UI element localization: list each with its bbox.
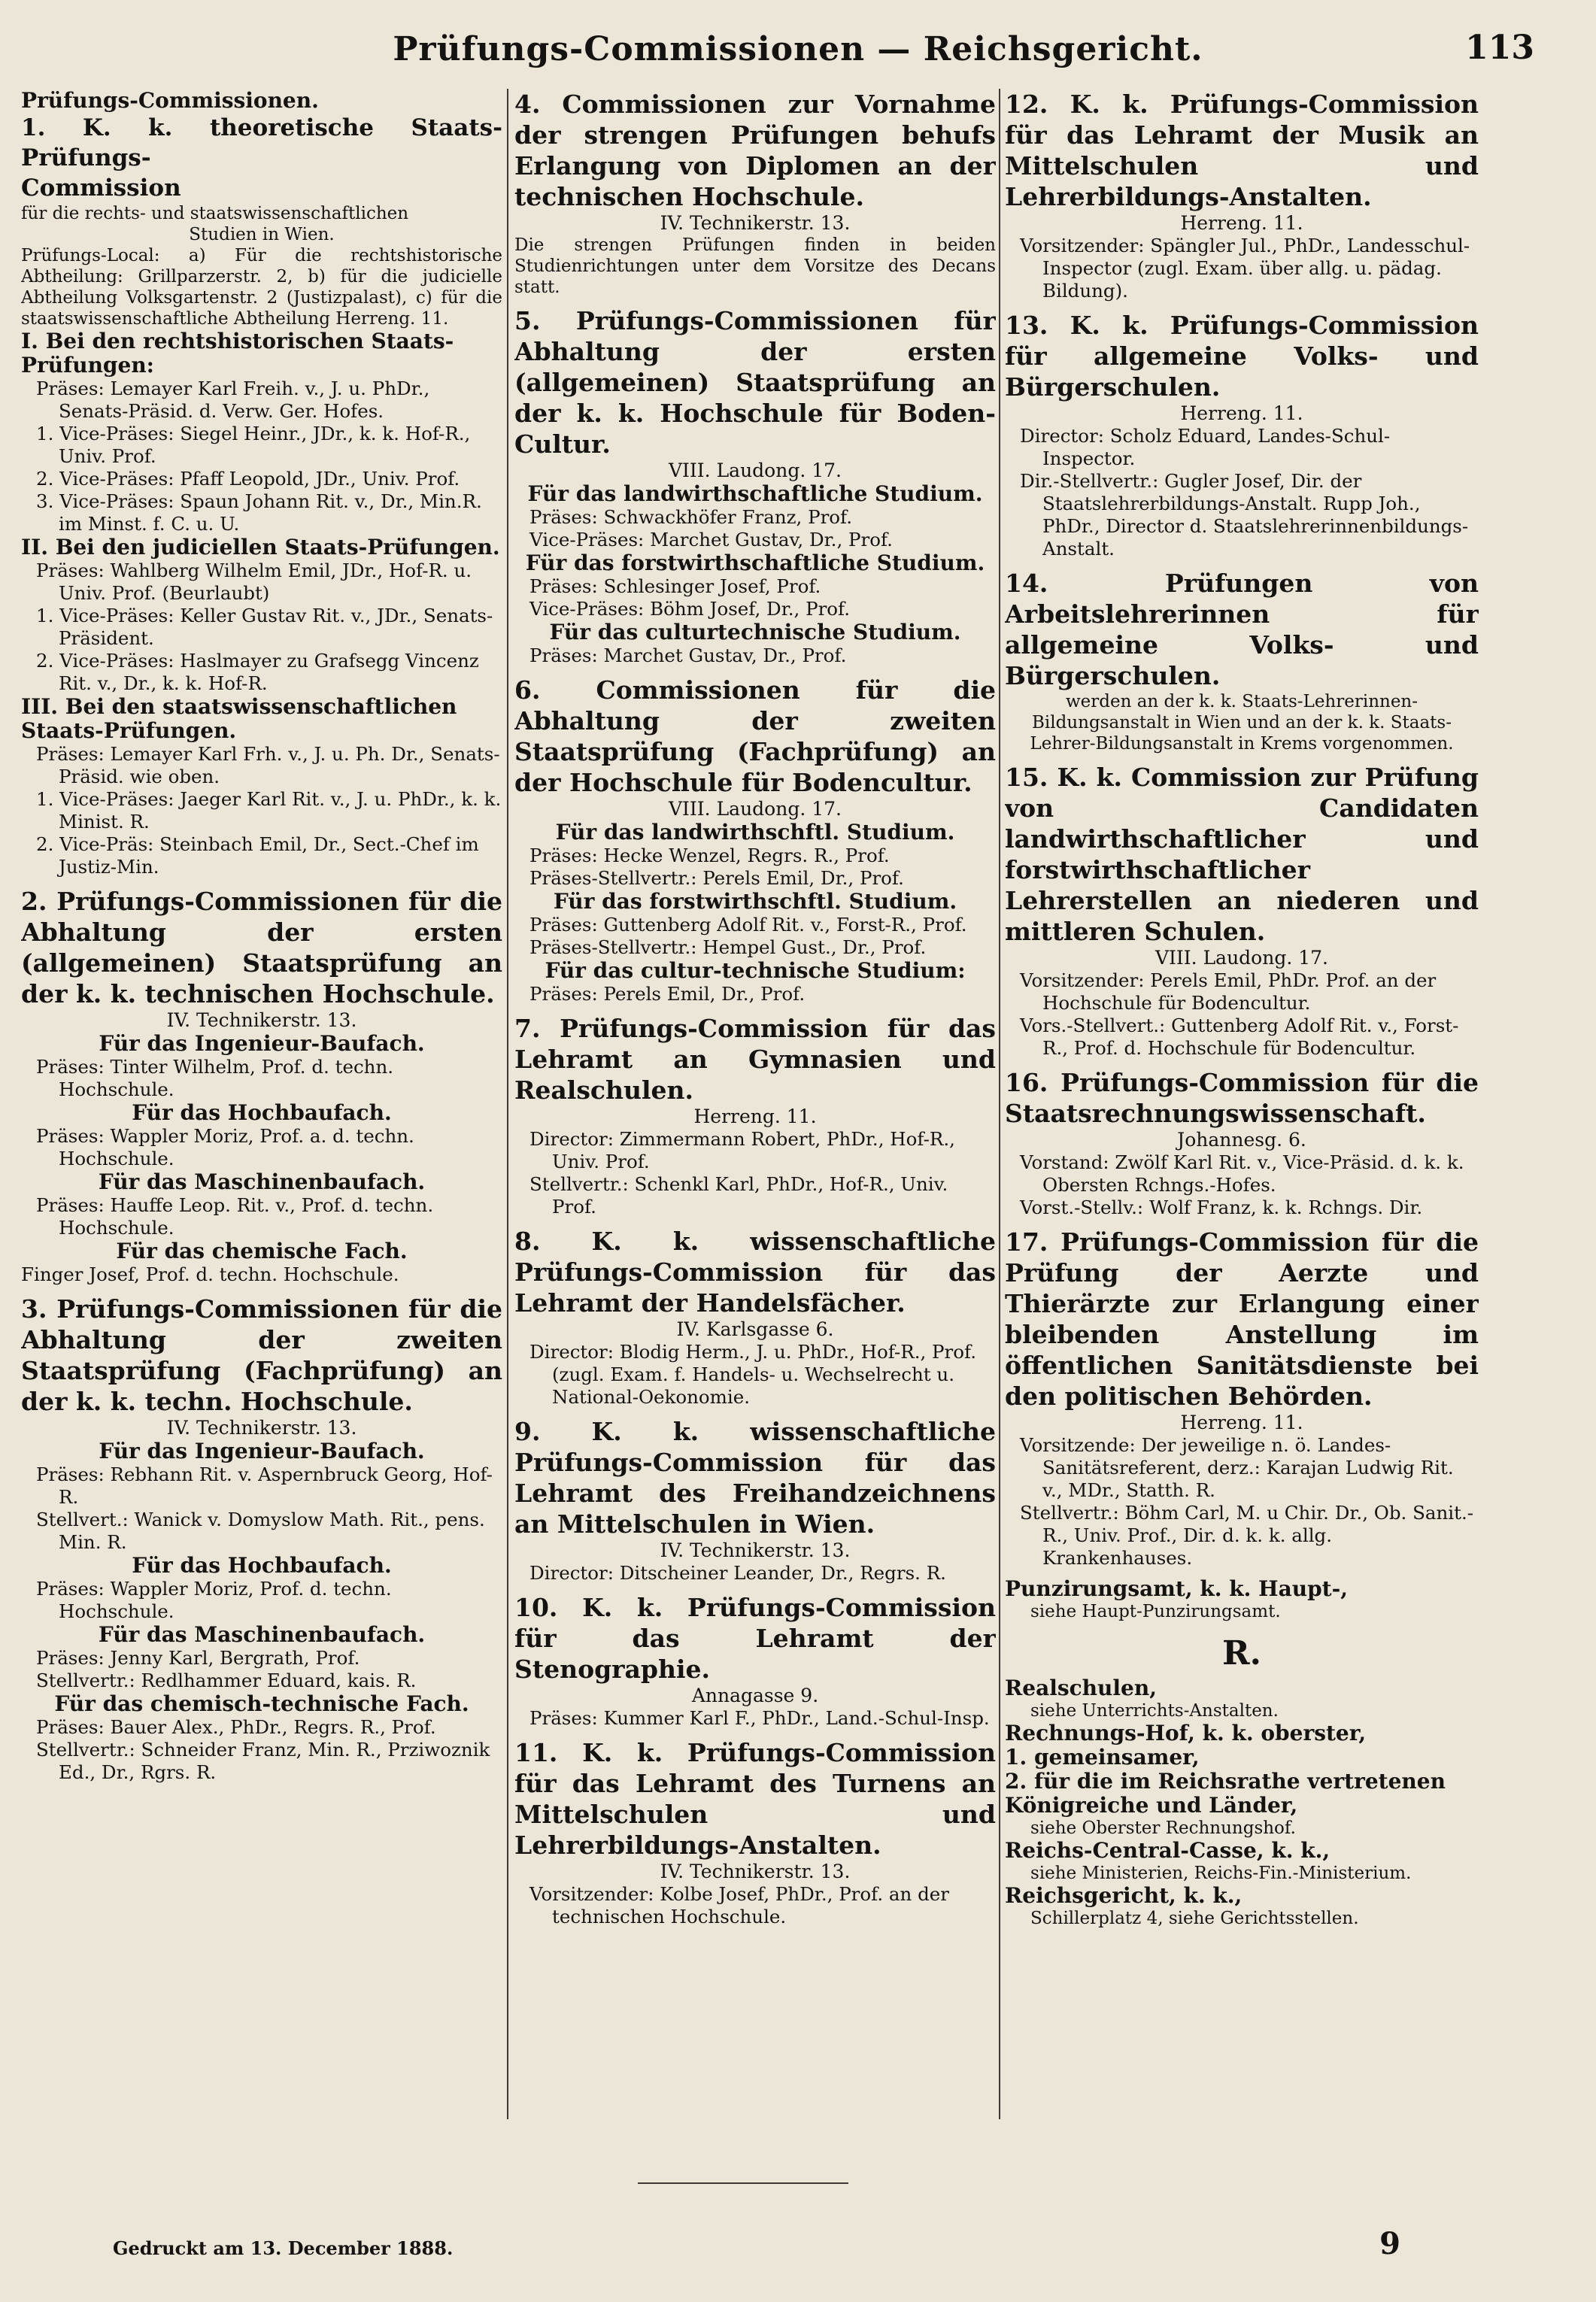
entry: 1. Vice-Präses: Jaeger Karl Rit. v., J. u. PhDr., k. k. Minist. R. [36,788,502,833]
column-3 [1005,89,1479,2142]
entry: Präses: Perels Emil, Dr., Prof. [529,983,806,1005]
entry: Vors.-Stellvert.: Guttenberg Adolf Rit. v., Forst-R., Prof. d. Hochschule für Bodencultur. [1020,1015,1459,1059]
entry: Für das culturtechnische Studium. [549,620,961,644]
entry: Präses: Marchet Gustav, Dr., Prof. [529,644,847,666]
entry: Schillerplatz 4, siehe Gerichtsstellen. [1030,1909,1359,1928]
entry: Prüfungs-Local: a) Für die rechtshistorische Abtheilung: Grillparzerstr. 2, b) für die judicielle Abtheilung Volksgartenstr. 2 (Justizpalast), c) für die staatswissenschaftliche Abtheilung Herreng. 11. [21,246,502,329]
entry: Finger Josef, Prof. d. techn. Hochschule. [21,1263,399,1285]
entry: Präses: Schwackhöfer Franz, Prof. [529,506,853,528]
footer-rule [638,2182,848,2184]
entry: IV. Technikerstr. 13. [166,1417,357,1439]
entry: Präses-Stellvertr.: Perels Emil, Dr., Prof. [529,867,904,889]
column-divider-2 [999,89,1000,2119]
entry: 1. K. k. theoretische Staats-Prüfungs- [21,114,502,171]
entry: Vorsitzende: Der jeweilige n. ö. Landes-Sanitätsreferent, derz.: Karajan Ludwig Rit. v., MDr., Statth. R. [1020,1434,1454,1501]
entry: Für das Ingenieur-Baufach. [99,1439,425,1463]
entry: Präses: Lemayer Karl Freih. v., J. u. PhDr., Senats-Präsid. d. Verw. Ger. Hofes. [36,378,430,422]
entry: Präses-Stellvertr.: Hempel Gust., Dr., Prof. [529,936,927,958]
entry: Präses: Lemayer Karl Frh. v., J. u. Ph. Dr., Senats-Präsid. wie oben. [36,743,500,787]
entry: für die rechts- und staatswissenschaftlichen [21,204,409,223]
entry: VIII. Laudong. 17. [669,459,842,481]
entry: Präses: Wahlberg Wilhelm Emil, JDr., Hof-R. u. Univ. Prof. (Beurlaubt) [36,560,472,604]
entry: siehe Haupt-Punzirungsamt. [1030,1602,1281,1621]
entry: Die strengen Prüfungen finden in beiden Studienrichtungen unter dem Vorsitze des Decans statt. [514,235,996,297]
entry: Präses: Rebhann Rit. v. Aspernbruck Georg, Hof-R. [36,1463,493,1508]
entry: 1. Vice-Präses: Siegel Heinr., JDr., k. k. Hof-R., Univ. Prof. [36,423,471,467]
entry: 1. Vice-Präses: Keller Gustav Rit. v., JDr., Senats-Präsident. [36,605,493,649]
entry: 3. Prüfungs-Commissionen für die Abhaltung der zweiten Staatsprüfung (Fachprüfung) an der k. k. techn. Hochschule. [21,1294,502,1416]
entry: siehe Oberster Rechnungshof. [1030,1818,1296,1838]
entry: 2. für die im Reichsrathe vertretenen Königreiche und Länder, [1005,1769,1446,1818]
entry: 3. Vice-Präses: Spaun Johann Rit. v., Dr., Min.R. im Minst. f. C. u. U. [36,490,482,535]
entry: Vorsitzender: Spängler Jul., PhDr., Landesschul-Inspector (zugl. Exam. über allg. u. pädag. Bildung). [1020,235,1470,302]
entry: 12. K. k. Prüfungs-Commission für das Lehramt der Musik an Mittelschulen und Lehrerbildungs-Anstalten. [1005,89,1479,211]
entry: II. Bei den judiciellen Staats-Prüfungen. [21,535,500,560]
entry: Für das Hochbaufach. [132,1553,392,1578]
entry: Commission [21,174,181,202]
entry: Vice-Präses: Marchet Gustav, Dr., Prof. [529,529,893,550]
page-number: 113 [1465,29,1534,67]
entry: Für das landwirthschftl. Studium. [555,820,955,845]
entry: siehe Unterrichts-Anstalten. [1030,1701,1279,1721]
entry: Dir.-Stellvertr.: Gugler Josef, Dir. der Staatslehrerbildungs-Anstalt. Rupp Joh., PhDr., Director d. Staatslehrerinnenbildungs-Anstalt. [1020,470,1469,560]
entry: Johannesg. 6. [1177,1129,1306,1151]
entry: 10. K. k. Prüfungs-Commission für das Lehramt der Stenographie. [514,1593,996,1684]
entry: Vorsitzender: Kolbe Josef, PhDr., Prof. an der technischen Hochschule. [529,1883,949,1927]
entry: R. [1222,1634,1261,1673]
running-title: Prüfungs-Commissionen — Reichsgericht. [393,30,1203,68]
entry: Rechnungs-Hof, k. k. oberster, [1005,1721,1367,1745]
entry: Präses: Kummer Karl F., PhDr., Land.-Schul-Insp. [529,1707,990,1729]
entry: VIII. Laudong. 17. [1155,947,1328,969]
entry: Für das Hochbaufach. [132,1100,392,1125]
entry: Präses: Hauffe Leop. Rit. v., Prof. d. techn. Hochschule. [36,1194,434,1239]
entry: Director: Scholz Eduard, Landes-Schul-Inspector. [1020,425,1391,469]
entry: Für das Maschinenbaufach. [98,1622,426,1647]
entry: siehe Ministerien, Reichs-Fin.-Ministerium. [1030,1864,1412,1883]
entry: Prüfungs-Commissionen. [21,89,319,113]
entry: Studien in Wien. [189,225,335,244]
entry: Stellvertr.: Schneider Franz, Min. R., Prziwoznik Ed., Dr., Rgrs. R. [36,1739,490,1783]
entry: 15. K. k. Commission zur Prüfung von Candidaten landwirthschaftlicher und forstwirthschaftlicher Lehrerstellen an niederen und mittleren Schulen. [1005,763,1479,946]
sheet-signature: 9 [1379,2226,1400,2261]
entry: Stellvertr.: Böhm Carl, M. u Chir. Dr., Ob. Sanit.-R., Univ. Prof., Dir. d. k. k. allg. Krankenhauses. [1020,1502,1474,1569]
entry: 4. Commissionen zur Vornahme der strengen Prüfungen behufs Erlangung von Diplomen an der technischen Hochschule. [514,89,996,211]
entry: 13. K. k. Prüfungs-Commission für allgemeine Volks- und Bürgerschulen. [1005,311,1479,402]
entry: Für das chemisch-technische Fach. [54,1691,469,1716]
entry: Reichs-Central-Casse, k. k., [1005,1838,1331,1863]
entry: 2. Prüfungs-Commissionen für die Abhaltung der ersten (allgemeinen) Staatsprüfung an der k. k. technischen Hochschule. [21,887,502,1008]
entry: 7. Prüfungs-Commission für das Lehramt an Gymnasien und Realschulen. [514,1014,996,1105]
entry: Vorst.-Stellv.: Wolf Franz, k. k. Rchngs. Dir. [1020,1196,1423,1218]
column-1 [21,89,502,2142]
entry: Reichsgericht, k. k., [1005,1883,1243,1908]
entry: 5. Prüfungs-Commissionen für Abhaltung der ersten (allgemeinen) Staatsprüfung an der k. k. Hochschule für Boden-Cultur. [514,306,996,459]
entry: Herreng. 11. [693,1106,817,1127]
entry: Präses: Wappler Moriz, Prof. d. techn. Hochschule. [36,1578,392,1622]
column-divider-1 [507,89,508,2119]
entry: IV. Technikerstr. 13. [166,1009,357,1031]
entry: IV. Technikerstr. 13. [660,1861,851,1882]
page-header [0,29,1596,81]
entry: Für das Maschinenbaufach. [98,1169,426,1194]
entry: Annagasse 9. [691,1685,819,1706]
entry: III. Bei den staatswissenschaftlichen Staats-Prüfungen. [21,694,457,743]
entry: Vorstand: Zwölf Karl Rit. v., Vice-Präsid. d. k. k. Obersten Rchngs.-Hofes. [1020,1151,1464,1196]
entry: Herreng. 11. [1180,402,1303,424]
entry: 17. Prüfungs-Commission für die Prüfung der Aerzte und Thierärzte zur Erlangung einer bleibenden Anstellung im öffentlichen Sanitätsdienste bei den politischen Behörden. [1005,1227,1479,1411]
entry: Director: Zimmermann Robert, PhDr., Hof-R., Univ. Prof. [529,1128,955,1172]
entry: 11. K. k. Prüfungs-Commission für das Lehramt des Turnens an Mittelschulen und Lehrerbildungs-Anstalten. [514,1738,996,1860]
entry: Punzirungsamt, k. k. Haupt-, [1005,1576,1348,1601]
entry: Präses: Bauer Alex., PhDr., Regrs. R., Prof. [36,1716,436,1738]
entry: Für das cultur-technische Studium: [545,958,966,983]
entry: Stellvertr.: Schenkl Karl, PhDr., Hof-R., Univ. Prof. [529,1173,948,1218]
entry: IV. Technikerstr. 13. [660,1539,851,1561]
entry: 9. K. k. wissenschaftliche Prüfungs-Commission für das Lehramt des Freihandzeichnens an Mittelschulen in Wien. [514,1417,996,1539]
entry: VIII. Laudong. 17. [669,798,842,820]
entry: 2. Vice-Präs: Steinbach Emil, Dr., Sect.-Chef im Justiz-Min. [36,833,479,878]
entry: Director: Ditscheiner Leander, Dr., Regrs. R. [529,1562,946,1584]
entry: 6. Commissionen für die Abhaltung der zweiten Staatsprüfung (Fachprüfung) an der Hochschule für Bodencultur. [514,675,996,797]
entry: Stellvertr.: Redlhammer Eduard, kais. R. [36,1670,417,1691]
print-date: Gedruckt am 13. December 1888. [113,2237,454,2259]
entry: Für das chemische Fach. [116,1239,408,1263]
entry: 1. gemeinsamer, [1005,1745,1200,1770]
entry: IV. Technikerstr. 13. [660,212,851,234]
entry: Präses: Guttenberg Adolf Rit. v., Forst-R., Prof. [529,914,967,936]
entry: 8. K. k. wissenschaftliche Prüfungs-Commission für das Lehramt der Handelsfächer. [514,1227,996,1318]
entry: Für das Ingenieur-Baufach. [99,1031,425,1056]
entry: werden an der k. k. Staats-Lehrerinnen-Bildungsanstalt in Wien und an der k. k. Staats-Lehrer-Bildungsanstalt in Krems vorgenommen. [1030,692,1454,754]
entry: Für das forstwirthschaftliche Studium. [525,550,985,575]
entry: Herreng. 11. [1180,1412,1303,1433]
entry: Vorsitzender: Perels Emil, PhDr. Prof. an der Hochschule für Bodencultur. [1020,969,1437,1014]
column-2 [514,89,996,2142]
entry: IV. Karlsgasse 6. [676,1318,834,1340]
entry: Herreng. 11. [1180,212,1303,234]
entry: I. Bei den rechtshistorischen Staats-Prüfungen: [21,329,454,378]
entry: Präses: Jenny Karl, Bergrath, Prof. [36,1647,360,1669]
entry: 14. Prüfungen von Arbeitslehrerinnen für allgemeine Volks- und Bürgerschulen. [1005,569,1479,690]
entry: Für das forstwirthschftl. Studium. [553,889,957,914]
entry: 2. Vice-Präses: Haslmayer zu Grafsegg Vincenz Rit. v., Dr., k. k. Hof-R. [36,650,479,694]
entry: Für das landwirthschaftliche Studium. [527,481,983,506]
entry: Realschulen, [1005,1676,1157,1700]
entry: 16. Prüfungs-Commission für die Staatsrechnungswissenschaft. [1005,1068,1479,1128]
entry: Vice-Präses: Böhm Josef, Dr., Prof. [529,598,851,620]
entry: Präses: Tinter Wilhelm, Prof. d. techn. Hochschule. [36,1056,394,1100]
entry: 2. Vice-Präses: Pfaff Leopold, JDr., Univ. Prof. [36,468,460,490]
entry: Präses: Hecke Wenzel, Regrs. R., Prof. [529,845,890,866]
entry: Stellvert.: Wanick v. Domyslow Math. Rit., pens. Min. R. [36,1509,485,1553]
entry: Präses: Schlesinger Josef, Prof. [529,575,821,597]
entry: Director: Blodig Herm., J. u. PhDr., Hof-R., Prof. (zugl. Exam. f. Handels- u. Wechselrecht u. National-Oekonomie. [529,1341,976,1408]
entry: Präses: Wappler Moriz, Prof. a. d. techn. Hochschule. [36,1125,414,1169]
